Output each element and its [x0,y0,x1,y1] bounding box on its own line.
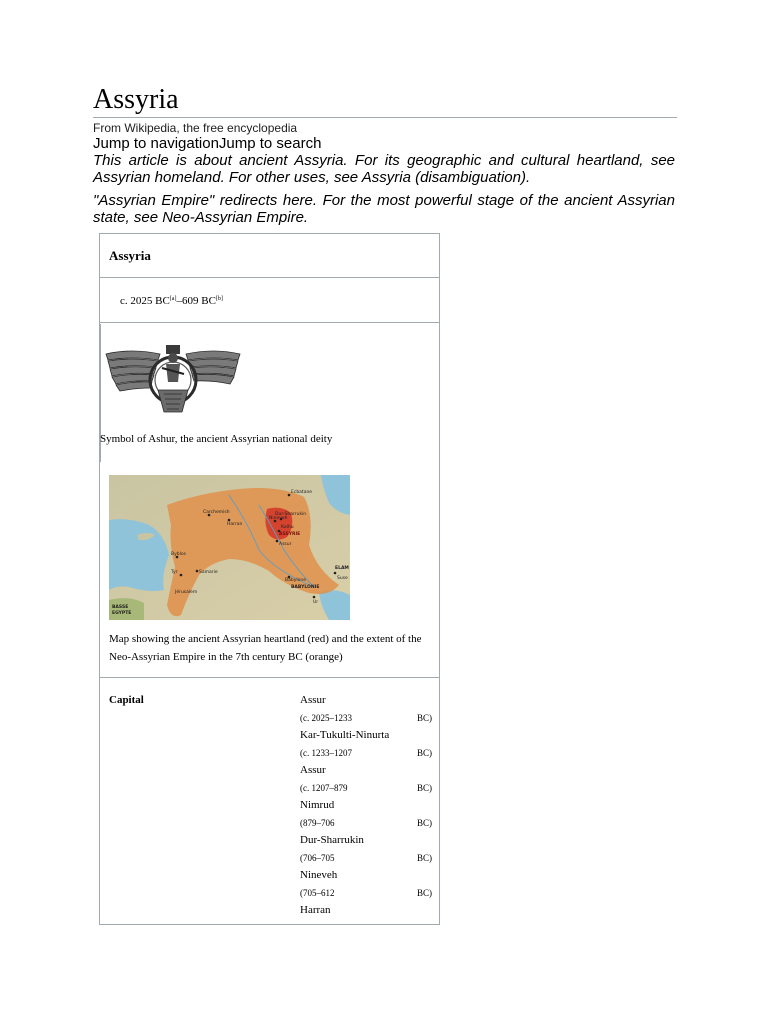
capital-entry [300,729,432,764]
svg-text:Ecbatane: Ecbatane [291,490,313,495]
capital-entry [300,764,432,799]
svg-text:Dur-Sharrukin: Dur-Sharrukin [275,512,307,517]
capital-entry [300,694,432,729]
capital-entry [300,869,432,904]
capital-entry [300,834,432,869]
capital-entry [300,904,432,939]
capital-name-link[interactable]: Kar-Tukulti-Ninurta [300,729,390,741]
svg-text:BASSE: BASSE [112,605,129,610]
date-separator: – [176,295,182,307]
svg-text:Kalhu: Kalhu [281,525,294,530]
capital-name-link[interactable]: Assur [300,764,326,776]
capital-name-link[interactable]: Assur [300,694,326,706]
capital-dates-era: BC) [416,748,432,758]
capital-dates: (706–705 [300,853,335,863]
svg-text:Nineveh: Nineveh [269,516,288,521]
symbol-caption: Symbol of Ashur, the ancient Assyrian national deity [100,433,333,445]
svg-text:ASSYRIE: ASSYRIE [279,532,301,537]
infobox-title: Assyria [109,248,151,263]
date-start: c. 2025 BC [120,295,170,307]
empire-map-image[interactable] [109,475,350,620]
svg-text:Jérusalem: Jérusalem [175,590,198,595]
svg-text:Carchemish: Carchemish [203,510,230,515]
capital-name-link[interactable]: Dur-Sharrukin [300,834,364,846]
svg-text:Assur: Assur [279,542,292,547]
map-caption: Map showing the ancient Assyrian heartland (red) and the extent of the Neo-Assyrian Empire in the 7th century BC (orange) [109,633,422,663]
svg-text:Byblos: Byblos [171,552,186,557]
infobox-header [100,234,439,278]
capital-dates-era: BC) [416,783,432,793]
jump-links[interactable]: Jump to navigationJump to search [93,135,322,152]
svg-text:Harran: Harran [227,522,243,527]
svg-text:Samarie: Samarie [199,570,218,575]
capital-dates: (c. 1233–1207 [300,748,352,758]
capital-dates: (c. 2025–1233 [300,713,352,723]
symbol-section [100,324,439,464]
footnote-a-link[interactable]: [a] [169,296,177,302]
svg-text:BABYLONIE: BABYLONIE [291,585,320,590]
site-tagline: From Wikipedia, the free encyclopedia [93,121,298,135]
page-title: Assyria [93,84,179,115]
capital-dates: (c. 1207–879 [300,783,348,793]
infobox-dates-row [100,278,439,323]
capital-dates-era: BC) [416,888,432,898]
infobox [99,233,440,925]
capital-dates: (705–612 [300,888,335,898]
svg-text:Babylone: Babylone [285,578,306,583]
capital-dates-era: BC) [416,853,432,863]
capital-label: Capital [109,694,144,706]
date-end: 609 BC [181,295,216,307]
capital-name-link[interactable]: Harran [300,904,331,916]
hatnote-redirect[interactable]: "Assyrian Empire" redirects here. For the most powerful stage of the ancient Assyrian state, see Neo-Assyrian Empire. [93,192,675,226]
capital-divider [100,677,439,678]
capital-dates-era: BC) [416,713,432,723]
svg-text:ELAM: ELAM [335,566,349,571]
capital-list [300,694,432,939]
svg-text:Suse: Suse [337,576,348,581]
hatnote-disambiguation[interactable]: This article is about ancient Assyria. For its geographic and cultural heartland, see Assyrian homeland. For other uses, see Assyria (disambiguation). [93,152,675,186]
capital-name-link[interactable]: Nimrud [300,799,335,811]
footnote-b-link[interactable]: [b] [215,296,223,302]
infobox-dates [120,295,223,307]
svg-text:EGYPTE: EGYPTE [112,611,132,616]
ashur-symbol-image[interactable] [102,340,244,420]
svg-text:Ur: Ur [313,600,319,605]
title-divider [93,117,677,118]
svg-text:Tyr: Tyr [171,570,178,575]
capital-name-link[interactable]: Nineveh [300,869,338,881]
capital-dates: (879–706 [300,818,335,828]
capital-entry [300,799,432,834]
capital-dates-era: BC) [416,818,432,828]
